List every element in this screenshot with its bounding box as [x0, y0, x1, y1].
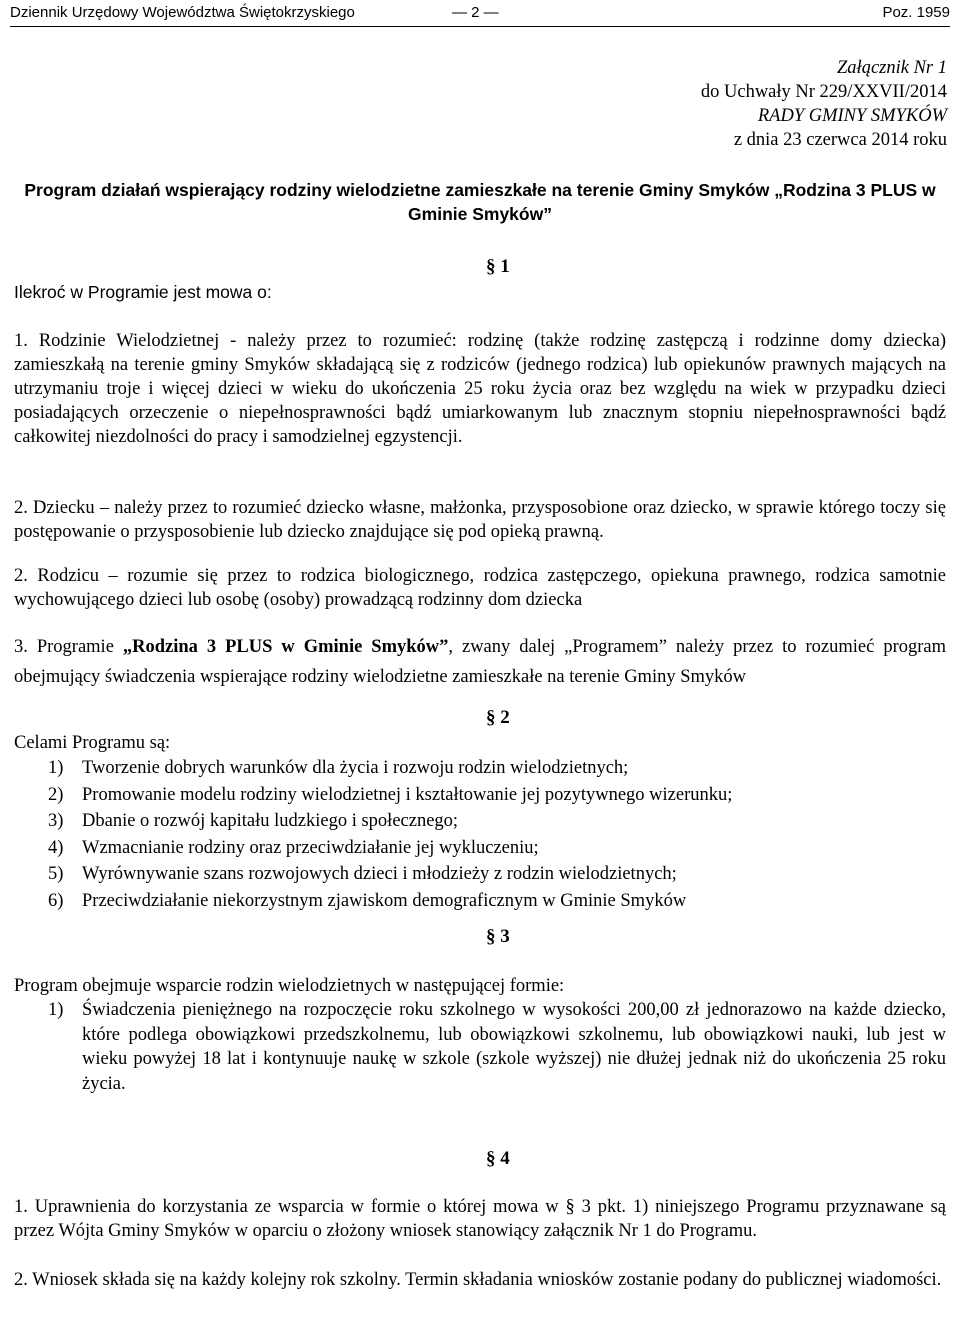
journal-name: Dziennik Urzędowy Województwa Świętokrzyskiego: [10, 4, 355, 21]
definition-large-family: 1. Rodzinie Wielodzietnej - należy przez to rozumieć: rodzinę (także rodzinę zastępczą i rodzinne domy dziecka) zamieszkałą na terenie gminy Smyków składającą się z rodziców (jednego rodzica) lub opiekunów prawnych mających na utrzymaniu troje i więcej dzieci w wieku do ukończenia 25 roku życia oraz bez względu na wiek w przypadku dzieci posiadających orzeczenie o niepełnosprawności bądź umiarkowanym lub znacznym stopniu niepełnosprawności bądź całkowitej niezdolności do pracy i samodzielnej egzystencji.: [14, 331, 946, 447]
position-number: Poz. 1959: [882, 4, 950, 21]
section-2-intro: Celami Programu są:: [14, 733, 171, 753]
council-name: RADY GMINY SMYKÓW: [757, 106, 947, 126]
support-list: [48, 998, 946, 1096]
application-paragraph: 2. Wniosek składa się na każdy kolejny rok szkolny. Termin składania wniosków zostanie podany do publicznej wiadomości.: [14, 1270, 942, 1290]
section-3-heading: § 3: [486, 926, 510, 947]
goal-item: 5) Wyrównywanie szans rozwojowych dzieci i młodzieży z rodzin wielodzietnych;: [48, 864, 677, 884]
definition-child: 2. Dziecku – należy przez to rozumieć dziecko własne, małżonka, przysposobione oraz dziecko, w sprawie którego toczy się postępowanie o przysposobienie lub dziecko znajdujące się pod opieką prawną.: [14, 498, 946, 542]
resolution-number: do Uchwały Nr 229/XXVII/2014: [700, 82, 947, 102]
page-header: [10, 0, 950, 27]
definition-program: 3. Programie „Rodzina 3 PLUS w Gminie Smyków”, zwany dalej „Programem” należy przez to rozumieć program obejmujący świadczenia wspierające rodziny wielodzietne zamieszkałe na terenie Gminy Smyków: [14, 637, 946, 687]
resolution-date: z dnia 23 czerwca 2014 roku: [733, 130, 947, 150]
goal-item: 3) Dbanie o rozwój kapitału ludzkiego i społecznego;: [48, 811, 459, 831]
goal-item: 1) Tworzenie dobrych warunków dla życia i rozwoju rodzin wielodzietnych;: [48, 758, 629, 778]
support-item: 1) Świadczenia pieniężnego na rozpoczęcie roku szkolnego w wysokości 200,00 zł jednorazowo na każde dziecko, które podlega obowiązkowi przedszkolnemu, lub obowiązkowi szkolnemu, lub obowiązkowi nauki, lub jest w wieku powyżej 18 lat i kontynuuje naukę w szkole (szkole wyższej) nie dłużej jednak niż do ukończenia 25 roku życia.: [48, 1000, 946, 1094]
annex-number: Załącznik Nr 1: [837, 58, 947, 78]
goal-item: 2) Promowanie modelu rodziny wielodzietnej i kształtowanie jej pozytywnego wizerunku;: [48, 784, 733, 805]
section-4-heading: § 4: [486, 1148, 510, 1169]
section-3-intro: Program obejmuje wsparcie rodzin wielodzietnych w następującej formie:: [14, 976, 565, 996]
annex-block: [447, 56, 947, 152]
entitlement-paragraph: 1. Uprawnienia do korzystania ze wsparcia w formie o której mowa w § 3 pkt. 1) niniejszego Programu przyznawane są przez Wójta Gminy Smyków w oparciu o złożony wniosek stanowiący załącznik Nr 1 do Programu.: [14, 1197, 946, 1241]
page-number: — 2 —: [452, 4, 499, 21]
section-1-intro: Ilekroć w Programie jest mowa o:: [14, 282, 272, 302]
goals-list: [48, 755, 946, 914]
goal-item: 6) Przeciwdziałanie niekorzystnym zjawiskom demograficznym w Gminie Smyków: [48, 890, 687, 911]
program-name: „Rodzina 3 PLUS w Gminie Smyków”: [122, 637, 449, 657]
section-1-heading: § 1: [486, 256, 510, 277]
definition-parent: 2. Rodzicu – rozumie się przez to rodzica biologicznego, rodzica zastępczego, opiekuna prawnego, rodzica samotnie wychowującego dzieci lub osobę (osoby) prowadzącą rodzinny dom dziecka: [14, 566, 946, 610]
goal-item: 4) Wzmacnianie rodziny oraz przeciwdziałanie jej wykluczeniu;: [48, 837, 539, 858]
document-title: Program działań wspierający rodziny wielodzietne zamieszkałe na terenie Gminy Smyków „Rodzina 3 PLUS w Gminie Smyków”: [24, 180, 936, 224]
section-2-heading: § 2: [486, 707, 510, 728]
